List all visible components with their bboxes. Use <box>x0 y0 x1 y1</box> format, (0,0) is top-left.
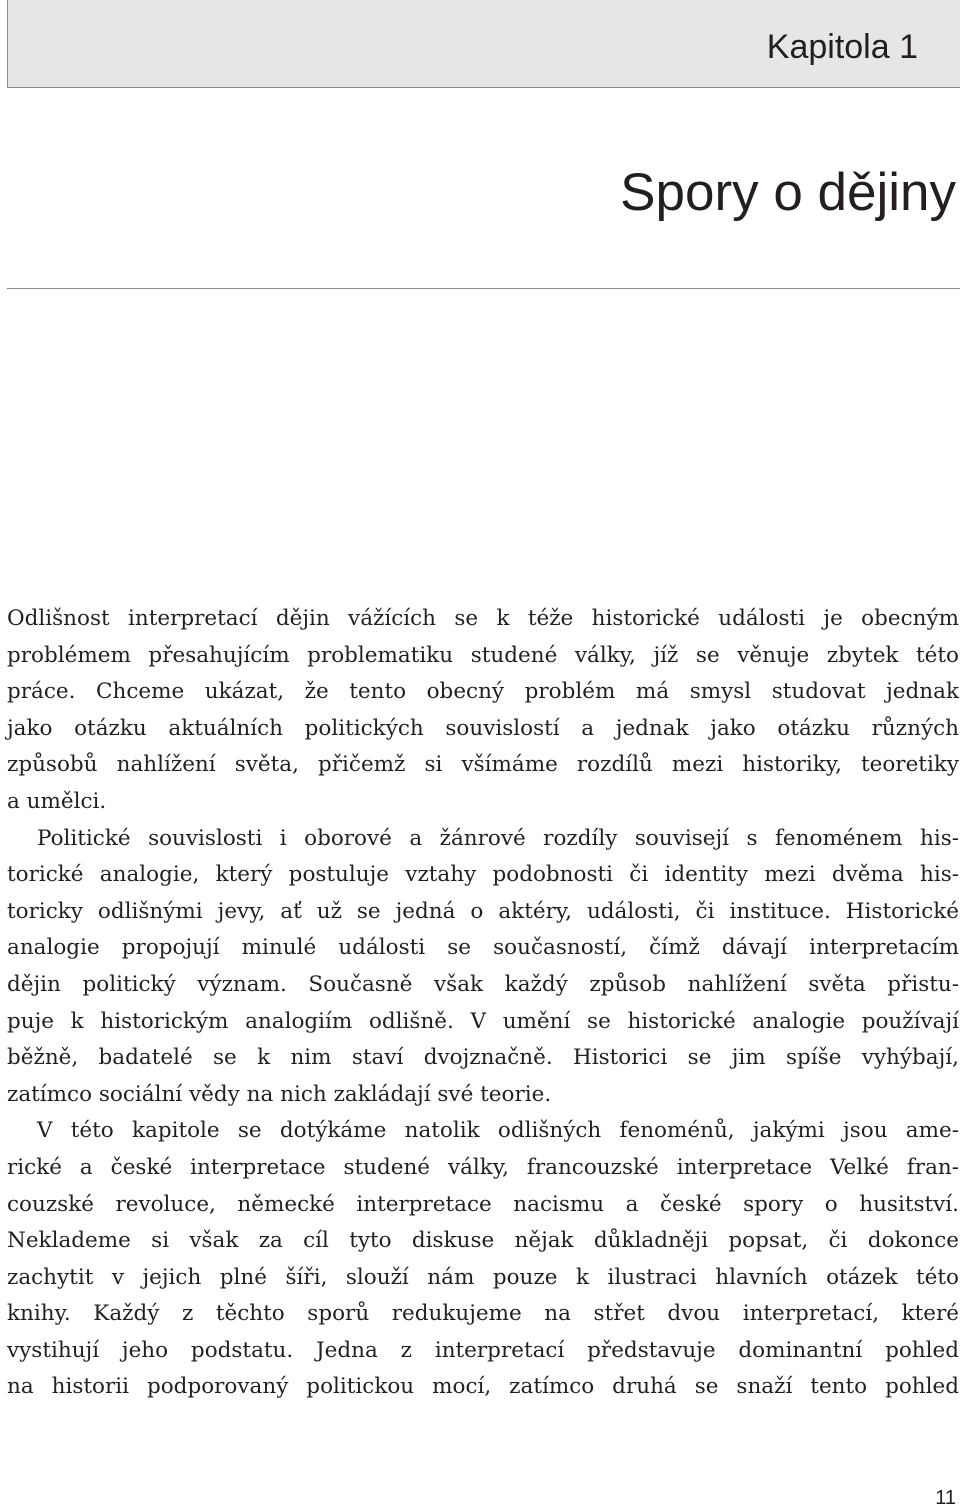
chapter-label: Kapitola 1 <box>766 28 918 66</box>
text-line: toricky odlišnými jevy, ať už se jedná o aktéry, události, či instituce. Historické <box>7 898 959 924</box>
text-line: V této kapitole se dotýkáme natolik odlišných fenoménů, jakými jsou ame- <box>37 1118 959 1144</box>
text-line: torické analogie, který postuluje vztahy podobnosti či identity mezi dvěma his- <box>7 862 959 888</box>
text-line: a umělci. <box>7 788 107 814</box>
text-line: Odlišnost interpretací dějin vážících se k téže historické události je obecným <box>7 606 959 631</box>
text-line: rické a české interpretace studené války, francouzské interpretace Velké fran- <box>7 1154 959 1180</box>
text-line: na historii podporovaný politickou mocí, zatímco druhá se snaží tento pohled <box>7 1374 959 1400</box>
text-line: couzské revoluce, německé interpretace nacismu a české spory o husitství. <box>7 1191 959 1217</box>
paragraph-2 <box>7 821 959 1114</box>
text-line: dějin politický význam. Současně však každý způsob nahlížení světa přistu- <box>7 971 959 997</box>
page-number: 11 <box>935 1487 956 1509</box>
text-line: zachytit v jejich plné šíři, slouží nám pouze k ilustraci hlavních otázek této <box>7 1264 959 1290</box>
chapter-header-band <box>7 0 960 88</box>
paragraph-3 <box>7 1113 959 1406</box>
text-line: běžně, badatelé se k nim staví dvojznačně. Historici se jim spíše vyhýbají, <box>7 1045 959 1071</box>
text-line: vystihují jeho podstatu. Jedna z interpretací představuje dominantní pohled <box>7 1337 959 1363</box>
body-text <box>7 601 959 1406</box>
text-line: problémem přesahujícím problematiku studené války, jíž se věnuje zbytek této <box>7 642 959 668</box>
text-line: zatímco sociální vědy na nich zakládají své teorie. <box>7 1081 552 1107</box>
chapter-title: Spory o dějiny <box>620 163 956 222</box>
text-line: knihy. Každý z těchto sporů redukujeme na střet dvou interpretací, které <box>7 1301 959 1327</box>
paragraph-1 <box>7 601 959 821</box>
text-line: Politické souvislosti i oborové a žánrové rozdíly souvisejí s fenoménem his- <box>37 825 959 851</box>
text-line: analogie propojují minulé události se současností, čímž dávají interpretacím <box>7 935 959 961</box>
text-line: puje k historickým analogiím odlišně. V umění se historické analogie používají <box>7 1008 959 1034</box>
text-line: způsobů nahlížení světa, přičemž si všímáme rozdílů mezi historiky, teoretiky <box>7 752 959 778</box>
text-line: jako otázku aktuálních politických souvislostí a jednak jako otázku různých <box>7 715 959 741</box>
text-line: Neklademe si však za cíl tyto diskuse nějak důkladněji popsat, či dokonce <box>7 1228 959 1254</box>
text-line: práce. Chceme ukázat, že tento obecný problém má smysl studovat jednak <box>7 679 959 705</box>
title-divider <box>7 288 960 289</box>
